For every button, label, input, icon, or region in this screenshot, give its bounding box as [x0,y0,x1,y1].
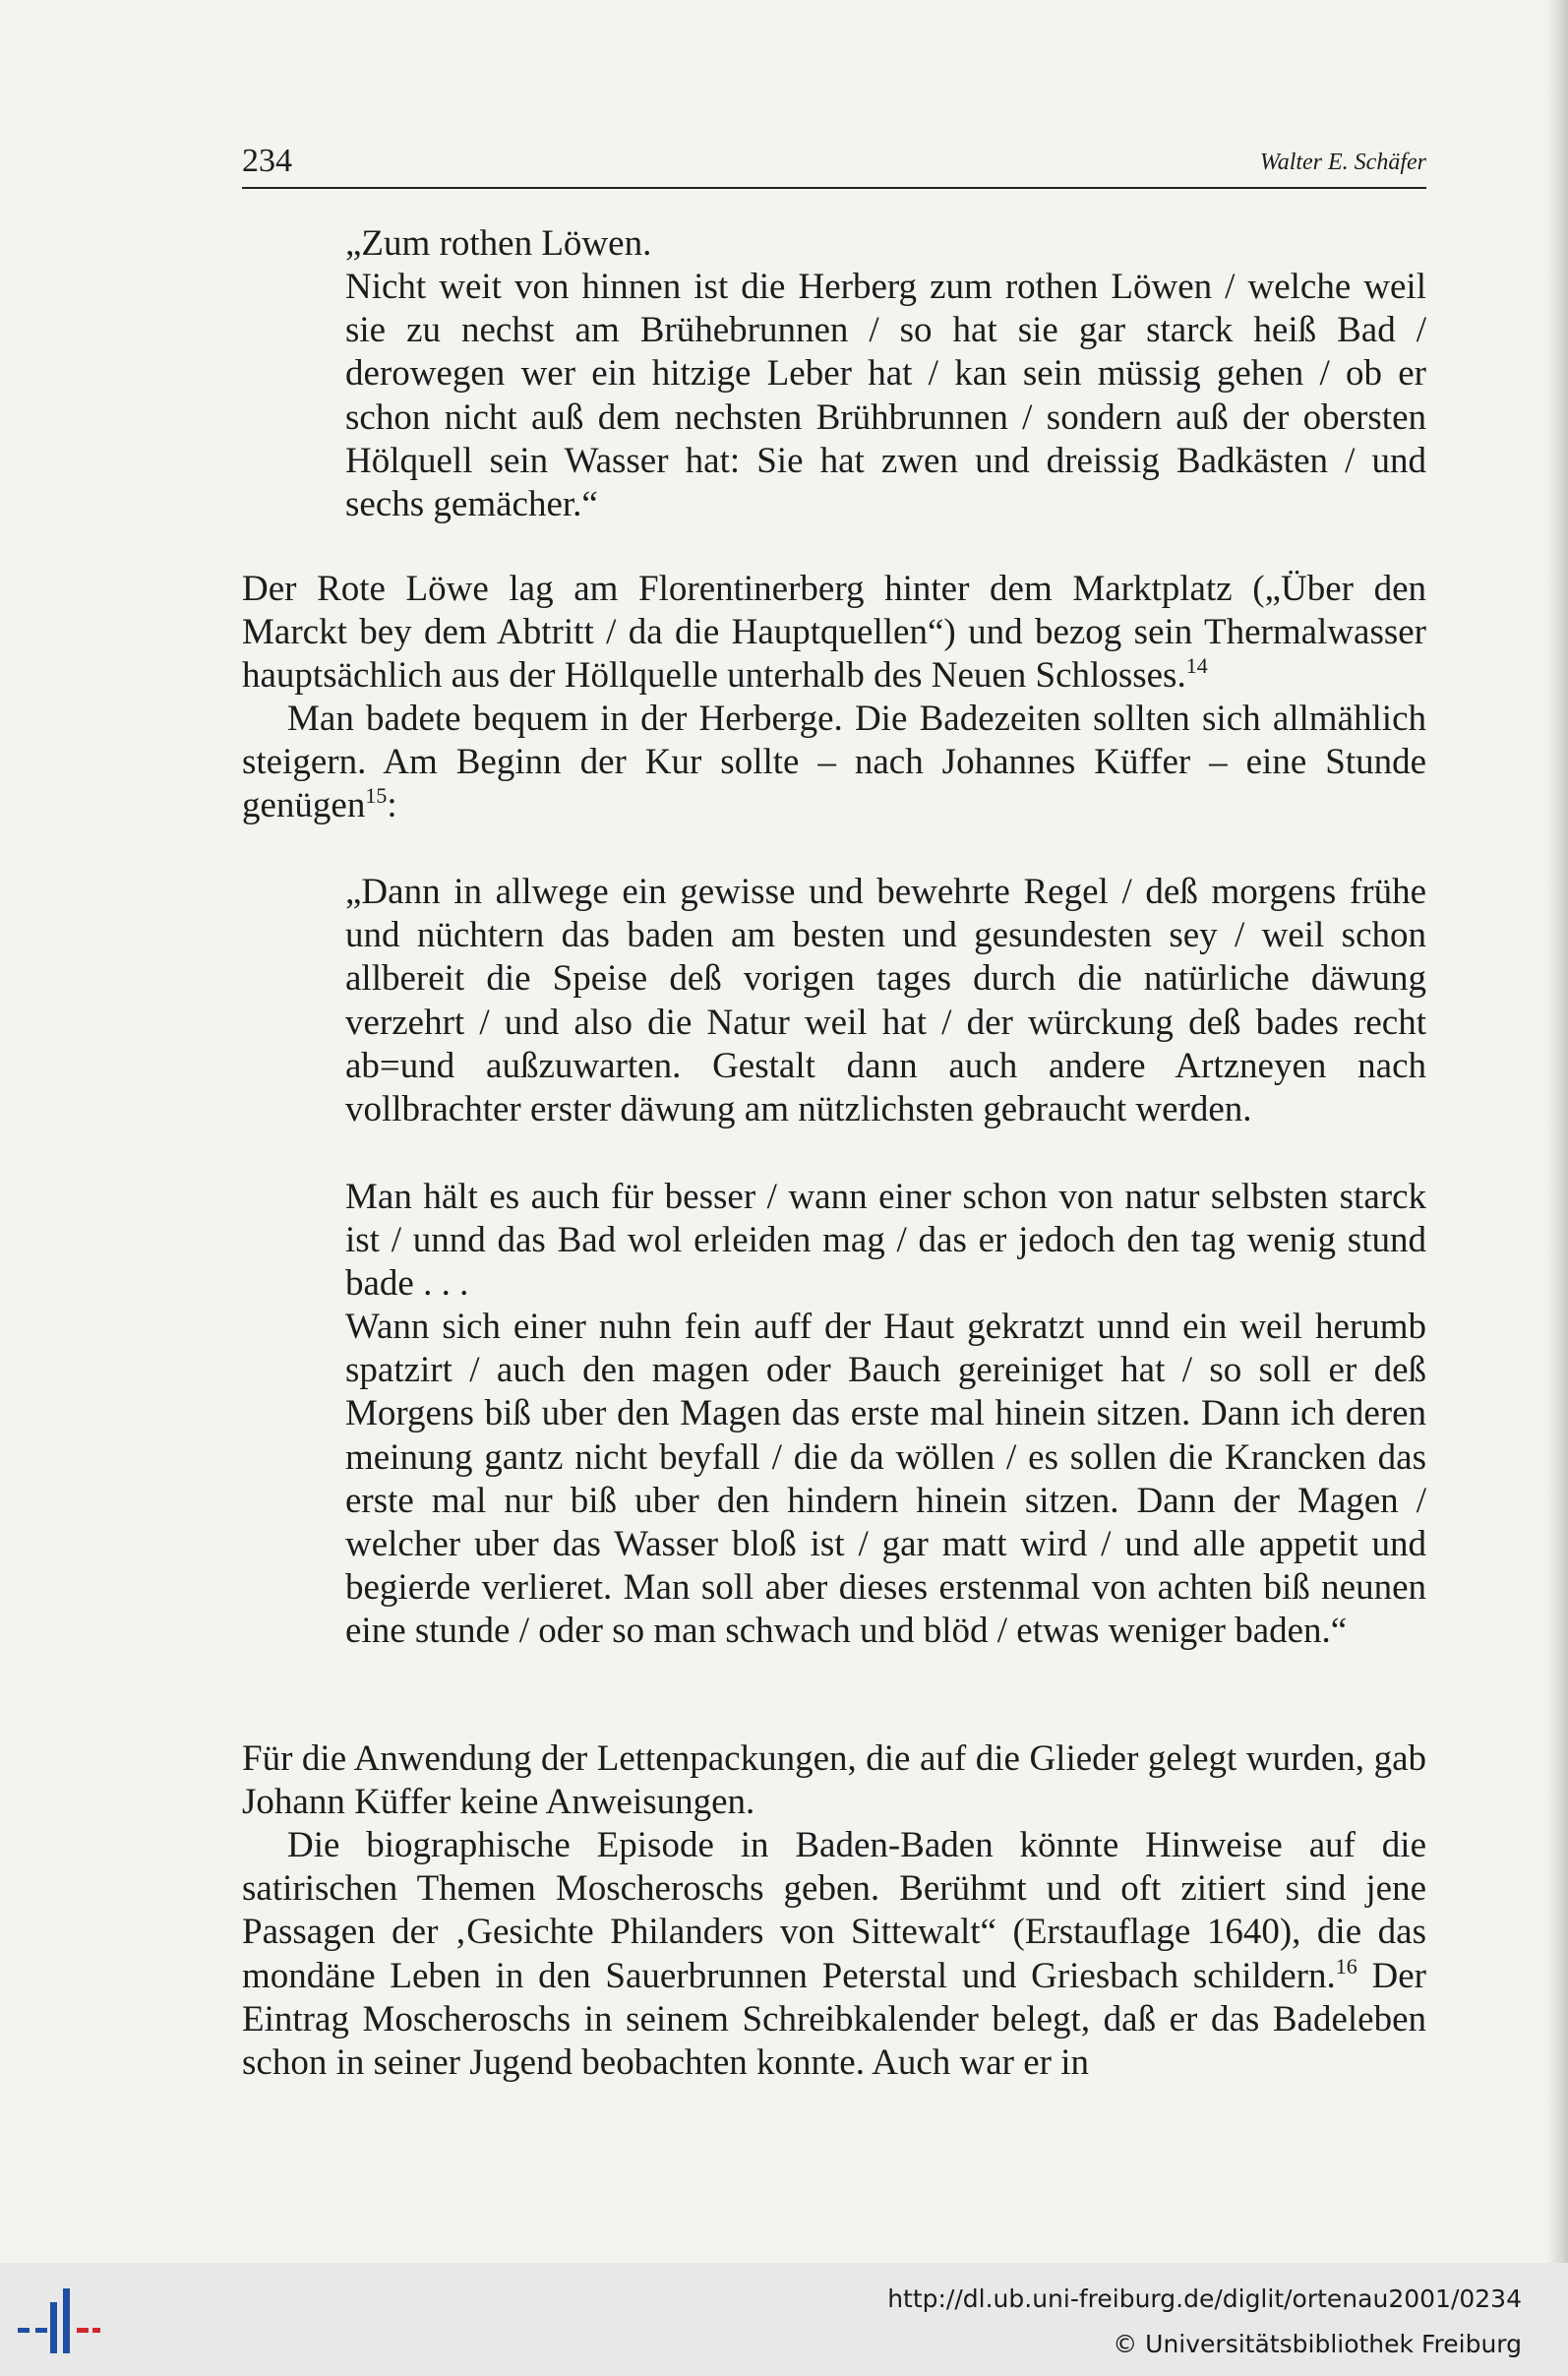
quote-paragraph-red-lion: Nicht weit von hinnen ist die Herberg zum rothen Löwen / welche weil sie zu nechst am Brühebrunnen / so hat sie gar starck heiß Bad / derowegen wer ein hitzige Leber hat / kan sein müssig gehen / ob er schon nicht auß dem nechsten Brühbrunnen / sondern auß der obersten Hölquell sein Wasser hat: Sie hat zwen und dreissig Badkästen / und sechs gemächer.“ [345,267,1426,525]
quote-heading: „Zum rothen Löwen. [345,223,652,264]
footnote-ref-16: 16 [1335,1953,1357,1979]
quote-paragraph-rule: „Dann in allwege ein gewisse und bewehrte Regel / deß morgens frühe und nüchtern das baden am besten und gesundesten sey / weil schon allbereit die Speise deß vorigen tages durch die natürliche däwung verzehrt / und also die Natur weil hat / der würckung deß bades recht ab=und außzuwarten. Gestalt dann auch andere Artzneyen nach vollbrachter erster däwung am nützlichsten gebraucht werden. [345,872,1426,1130]
body-paragraph-bathing-times [242,698,1426,828]
running-author: Walter E. Schäfer [1259,150,1426,175]
body-text-end: Der Eintrag Moscheroschs in seinem Schreibkalender belegt, daß er das Badeleben schon in seiner Jugend beobachten konnte. Auch war er in [242,1955,1426,2084]
permalink-url[interactable]: http://dl.ub.uni-freiburg.de/diglit/ortenau2001/0234 [887,2285,1522,2313]
body-text: Man badete bequem in der Herberge. Die Badezeiten sollten sich allmählich steigern. Am Beginn der Kur sollte – nach Johannes Küffer – eine Stunde genügen [242,699,1426,826]
quote-paragraph-sitting: Wann sich einer nuhn fein auff der Haut gekratzt unnd ein weil herumb spatzirt / auch den magen oder Bauch gereiniget hat / so soll er deß Morgens biß uber den Magen das erste mal hinein sitzen. Dann ich deren meinung gantz nicht beyfall / die da wöllen / es sollen die Krancken das erste mal nur biß uber den hindern hinein sitzen. Dann der Magen / welcher uber das Wasser bloß ist / gar matt wird / und alle appetit und begierde verlieret. Man soll aber dieses erstenmal von achten biß neunen eine stunde / oder so man schwach und blöd / etwas weniger baden.“ [345,1307,1426,1652]
page-edge-shadow [1546,0,1568,2263]
ub-freiburg-logo-icon [18,2288,100,2353]
page-number: 234 [242,143,292,179]
body-paragraph-biography [242,1824,1426,2085]
body-paragraph-red-lion-location [242,568,1426,699]
body-paragraph-letten: Für die Anwendung der Lettenpackungen, die auf die Glieder gelegt wurden, gab Johann Küffer keine Anweisungen. [242,1738,1426,1823]
body-text-end: : [387,785,397,826]
copyright-notice: © Universitätsbibliothek Freiburg [1113,2330,1522,2358]
footnote-ref-15: 15 [365,783,388,809]
body-text: Die biographische Episode in Baden-Baden könnte Hinweise auf die satirischen Themen Moscheroschs geben. Berühmt und oft zitiert sind jene Passagen der ‚Gesichte Philanders von Sittewalt“ (Erstauflage 1640), die das mondäne Leben in den Sauerbrunnen Peterstal und Griesbach schildern. [242,1825,1426,1996]
quote-paragraph-strength: Man hält es auch für besser / wann einer schon von natur selbsten starck ist / unnd das Bad wol erleiden mag / das er jedoch den tag wenig stund bade . . . [345,1177,1426,1305]
footnote-ref-14: 14 [1185,653,1208,679]
running-header [242,142,1426,189]
library-footer [0,2263,1568,2376]
body-text: Der Rote Löwe lag am Florentinerberg hinter dem Marktplatz („Über den Marckt bey dem Abtritt / da die Hauptquellen“) und bezog sein Thermalwasser hauptsächlich aus der Höllquelle unterhalb des Neuen Schlosses. [242,569,1426,697]
